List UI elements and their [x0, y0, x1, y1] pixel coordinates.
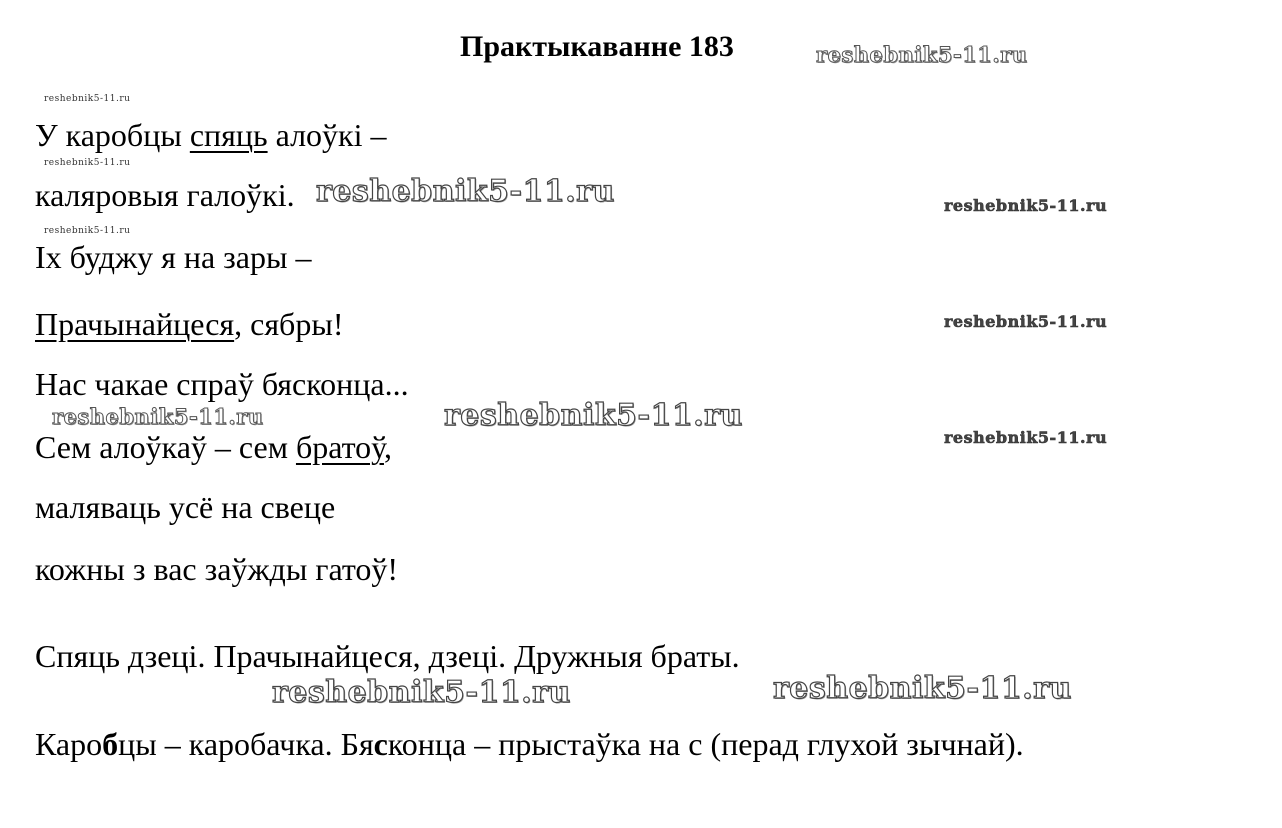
- exercise-title: Практыкаванне 183: [460, 30, 734, 63]
- poem-line-8: кожны з вас заўжды гатоў!: [35, 551, 399, 587]
- bold-letter-b: б: [102, 726, 119, 762]
- answer-line-2: Каробцы – каробачка. Бясконца – прыстаўка на с (перад глухой зычнай).: [35, 726, 1024, 762]
- answer-line-1: Спяць дзеці. Прачынайцеся, дзеці. Дружныя браты.: [35, 638, 740, 674]
- watermark: reshebnik5-11.ru: [272, 675, 571, 710]
- watermark: reshebnik5-11.ru: [944, 428, 1108, 447]
- poem-line-2: каляровыя галоўкі.: [35, 177, 295, 213]
- watermark: reshebnik5-11.ru: [44, 94, 131, 104]
- poem-line-7: маляваць усё на свеце: [35, 489, 336, 525]
- poem-line-3: Іх буджу я на зары –: [35, 239, 312, 275]
- watermark: reshebnik5-11.ru: [44, 226, 131, 236]
- watermark: reshebnik5-11.ru: [944, 196, 1108, 215]
- underlined-word-prachynaitsesia: Прачынайцеся: [35, 306, 235, 342]
- underlined-word-spyats: спяць: [189, 117, 268, 153]
- watermark: reshebnik5-11.ru: [52, 404, 264, 429]
- bold-letter-s: с: [373, 726, 388, 762]
- watermark: reshebnik5-11.ru: [44, 158, 131, 168]
- watermark: reshebnik5-11.ru: [316, 174, 615, 209]
- watermark: reshebnik5-11.ru: [816, 42, 1028, 67]
- watermark: reshebnik5-11.ru: [444, 398, 743, 433]
- poem-line-4: Прачынайцеся, сябры!: [35, 306, 344, 342]
- poem-line-1: У каробцы спяць алоўкі –: [35, 117, 387, 153]
- underlined-word-bratou: братоў: [295, 429, 384, 465]
- poem-line-6: Сем алоўкаў – сем братоў,: [35, 429, 392, 465]
- watermark: reshebnik5-11.ru: [773, 671, 1072, 706]
- watermark: reshebnik5-11.ru: [944, 312, 1108, 331]
- poem-line-5: Нас чакае спраў бясконца...: [35, 366, 409, 402]
